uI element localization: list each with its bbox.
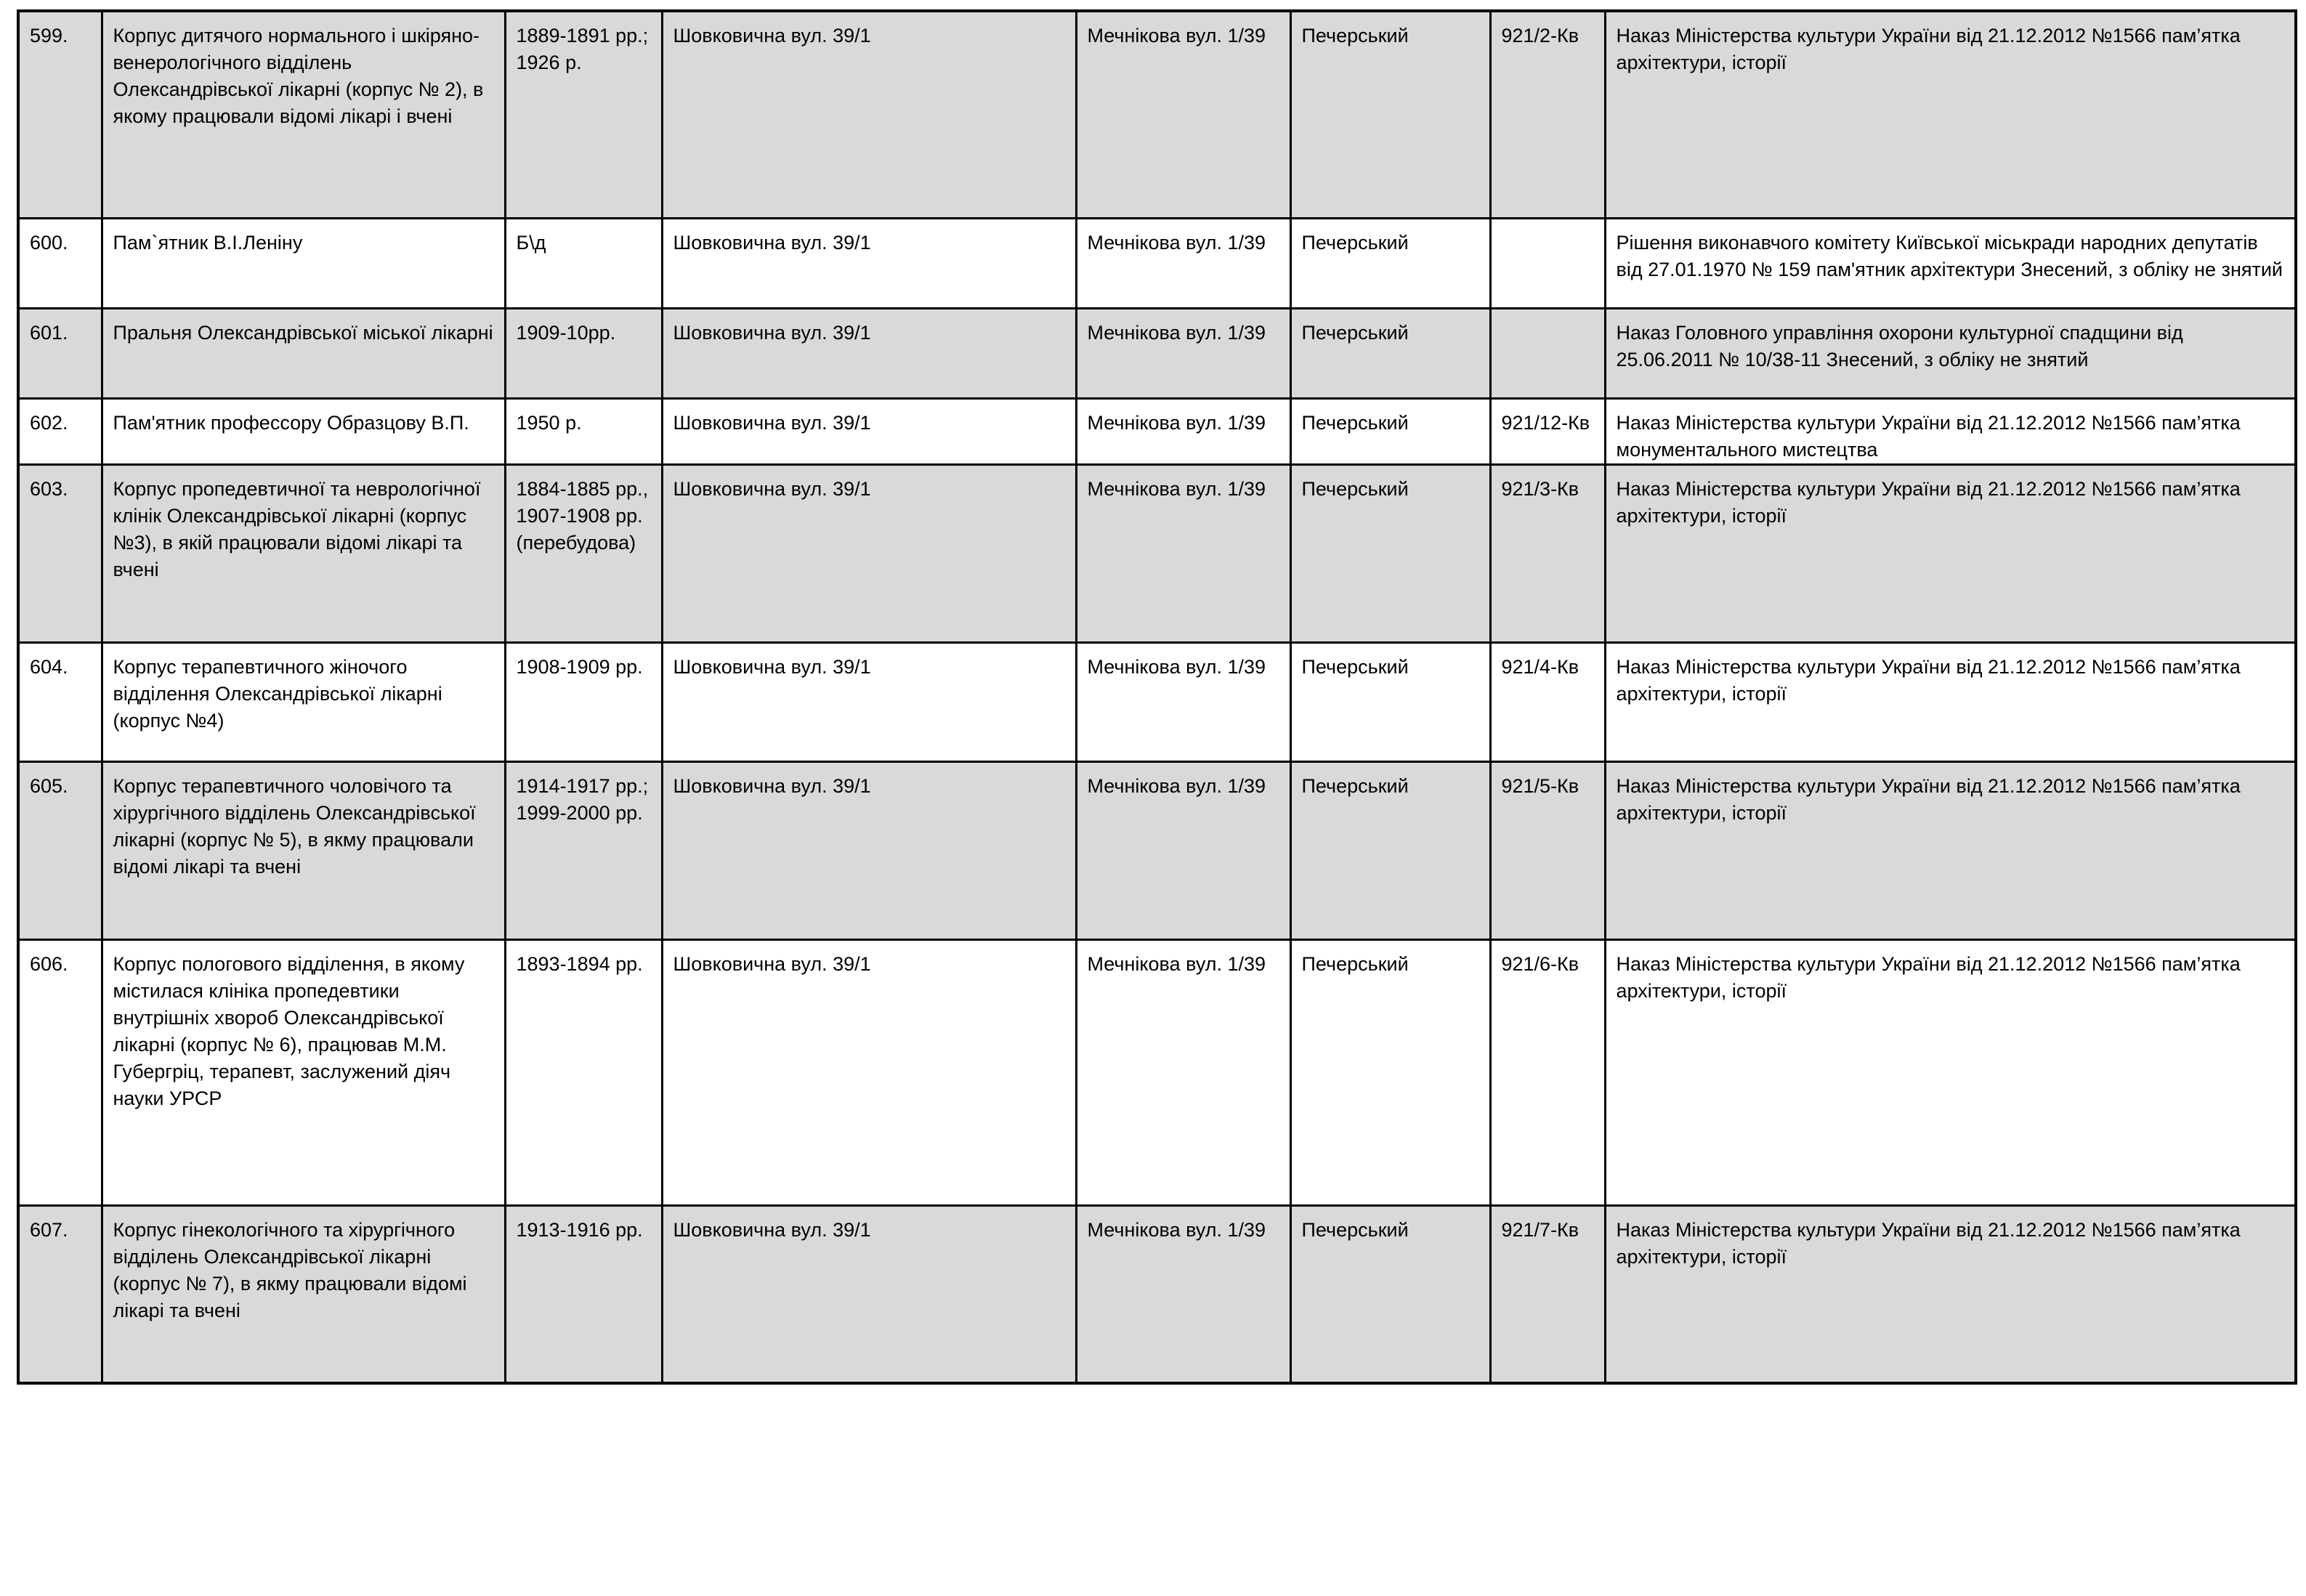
table-row: [18, 939, 2296, 1205]
cell-object-name: Корпус пологового відділення, в якому містилася клініка пропедевтики внутрішніх хвороб Олександрівської лікарні (корпус № 6), працював М.М. Губергріц, терапевт, заслужений діяч науки УРСР: [102, 939, 505, 1205]
cell-protection-code: [1490, 308, 1605, 398]
cell-address: Шовковична вул. 39/1: [662, 939, 1076, 1205]
cell-address: Шовковична вул. 39/1: [662, 1205, 1076, 1383]
cell-document: Наказ Міністерства культури України від 21.12.2012 №1566 пам’ятка монументального мистецтва: [1605, 398, 2296, 464]
cell-district: Печерський: [1290, 398, 1490, 464]
cell-protection-code: 921/5-Кв: [1490, 761, 1605, 939]
cell-number: 602.: [18, 398, 102, 464]
cell-object-name: Пам'ятник профессору Образцову В.П.: [102, 398, 505, 464]
cell-date: 1884-1885 рр., 1907-1908 рр. (перебудова): [505, 464, 662, 642]
cell-date: 1913-1916 рр.: [505, 1205, 662, 1383]
cell-address-secondary: Мечнікова вул. 1/39: [1076, 218, 1290, 308]
heritage-registry-table: [17, 9, 2297, 1385]
cell-protection-code: 921/7-Кв: [1490, 1205, 1605, 1383]
cell-number: 607.: [18, 1205, 102, 1383]
cell-document: Наказ Міністерства культури України від 21.12.2012 №1566 пам’ятка архітектури, історії: [1605, 11, 2296, 218]
cell-address: Шовковична вул. 39/1: [662, 464, 1076, 642]
cell-object-name: Пам`ятник В.І.Леніну: [102, 218, 505, 308]
cell-document: Наказ Міністерства культури України від 21.12.2012 №1566 пам’ятка архітектури, історії: [1605, 1205, 2296, 1383]
cell-district: Печерський: [1290, 464, 1490, 642]
cell-document: Наказ Міністерства культури України від 21.12.2012 №1566 пам’ятка архітектури, історії: [1605, 761, 2296, 939]
table-row: [18, 308, 2296, 398]
cell-object-name: Корпус гінекологічного та хірургічного відділень Олександрівської лікарні (корпус № 7), в якму працювали відомі лікарі та вчені: [102, 1205, 505, 1383]
cell-object-name: Корпус дитячого нормального і шкіряно-венерологічного відділень Олександрівської лікарні (корпус № 2), в якому працювали відомі лікарі і вчені: [102, 11, 505, 218]
cell-address: Шовковична вул. 39/1: [662, 308, 1076, 398]
cell-district: Печерський: [1290, 939, 1490, 1205]
cell-date: 1893-1894 рр.: [505, 939, 662, 1205]
cell-number: 599.: [18, 11, 102, 218]
cell-object-name: Пральня Олександрівської міської лікарні: [102, 308, 505, 398]
cell-object-name: Корпус терапевтичного жіночого відділення Олександрівської лікарні (корпус №4): [102, 642, 505, 761]
cell-protection-code: 921/3-Кв: [1490, 464, 1605, 642]
cell-number: 604.: [18, 642, 102, 761]
cell-protection-code: 921/4-Кв: [1490, 642, 1605, 761]
table-row: [18, 1205, 2296, 1383]
cell-protection-code: [1490, 218, 1605, 308]
cell-protection-code: 921/12-Кв: [1490, 398, 1605, 464]
cell-document: Рішення виконавчого комітету Київської міськради народних депутатів від 27.01.1970 № 159 пам'ятник архітектури Знесений, з обліку не знятий: [1605, 218, 2296, 308]
table-row: [18, 642, 2296, 761]
cell-date: Б\д: [505, 218, 662, 308]
cell-document: Наказ Міністерства культури України від 21.12.2012 №1566 пам’ятка архітектури, історії: [1605, 642, 2296, 761]
cell-address-secondary: Мечнікова вул. 1/39: [1076, 464, 1290, 642]
cell-protection-code: 921/6-Кв: [1490, 939, 1605, 1205]
cell-district: Печерський: [1290, 761, 1490, 939]
cell-district: Печерський: [1290, 11, 1490, 218]
cell-district: Печерський: [1290, 218, 1490, 308]
cell-district: Печерський: [1290, 642, 1490, 761]
cell-district: Печерський: [1290, 1205, 1490, 1383]
cell-object-name: Корпус терапевтичного чоловічого та хірургічного відділень Олександрівської лікарні (корпус № 5), в якму працювали відомі лікарі та вчені: [102, 761, 505, 939]
cell-address-secondary: Мечнікова вул. 1/39: [1076, 308, 1290, 398]
cell-address: Шовковична вул. 39/1: [662, 218, 1076, 308]
cell-address-secondary: Мечнікова вул. 1/39: [1076, 1205, 1290, 1383]
cell-address: Шовковична вул. 39/1: [662, 11, 1076, 218]
cell-address: Шовковична вул. 39/1: [662, 398, 1076, 464]
cell-protection-code: 921/2-Кв: [1490, 11, 1605, 218]
table-row: [18, 761, 2296, 939]
cell-address: Шовковична вул. 39/1: [662, 642, 1076, 761]
cell-date: 1950 р.: [505, 398, 662, 464]
cell-number: 603.: [18, 464, 102, 642]
table-row: [18, 218, 2296, 308]
cell-date: 1914-1917 рр.; 1999-2000 рр.: [505, 761, 662, 939]
cell-address-secondary: Мечнікова вул. 1/39: [1076, 11, 1290, 218]
table-row: [18, 464, 2296, 642]
cell-document: Наказ Головного управління охорони культурної спадщини від 25.06.2011 № 10/38-11 Знесений, з обліку не знятий: [1605, 308, 2296, 398]
cell-address-secondary: Мечнікова вул. 1/39: [1076, 939, 1290, 1205]
cell-document: Наказ Міністерства культури України від 21.12.2012 №1566 пам’ятка архітектури, історії: [1605, 939, 2296, 1205]
cell-date: 1908-1909 рр.: [505, 642, 662, 761]
cell-document: Наказ Міністерства культури України від 21.12.2012 №1566 пам’ятка архітектури, історії: [1605, 464, 2296, 642]
cell-number: 606.: [18, 939, 102, 1205]
cell-address-secondary: Мечнікова вул. 1/39: [1076, 761, 1290, 939]
cell-district: Печерський: [1290, 308, 1490, 398]
cell-date: 1889-1891 рр.; 1926 р.: [505, 11, 662, 218]
cell-object-name: Корпус пропедевтичної та неврологічної клінік Олександрівської лікарні (корпус №3), в якій працювали відомі лікарі та вчені: [102, 464, 505, 642]
table-row: [18, 11, 2296, 218]
cell-address-secondary: Мечнікова вул. 1/39: [1076, 398, 1290, 464]
cell-address-secondary: Мечнікова вул. 1/39: [1076, 642, 1290, 761]
cell-date: 1909-10рр.: [505, 308, 662, 398]
cell-number: 600.: [18, 218, 102, 308]
table-row: [18, 398, 2296, 464]
cell-number: 601.: [18, 308, 102, 398]
cell-address: Шовковична вул. 39/1: [662, 761, 1076, 939]
cell-number: 605.: [18, 761, 102, 939]
